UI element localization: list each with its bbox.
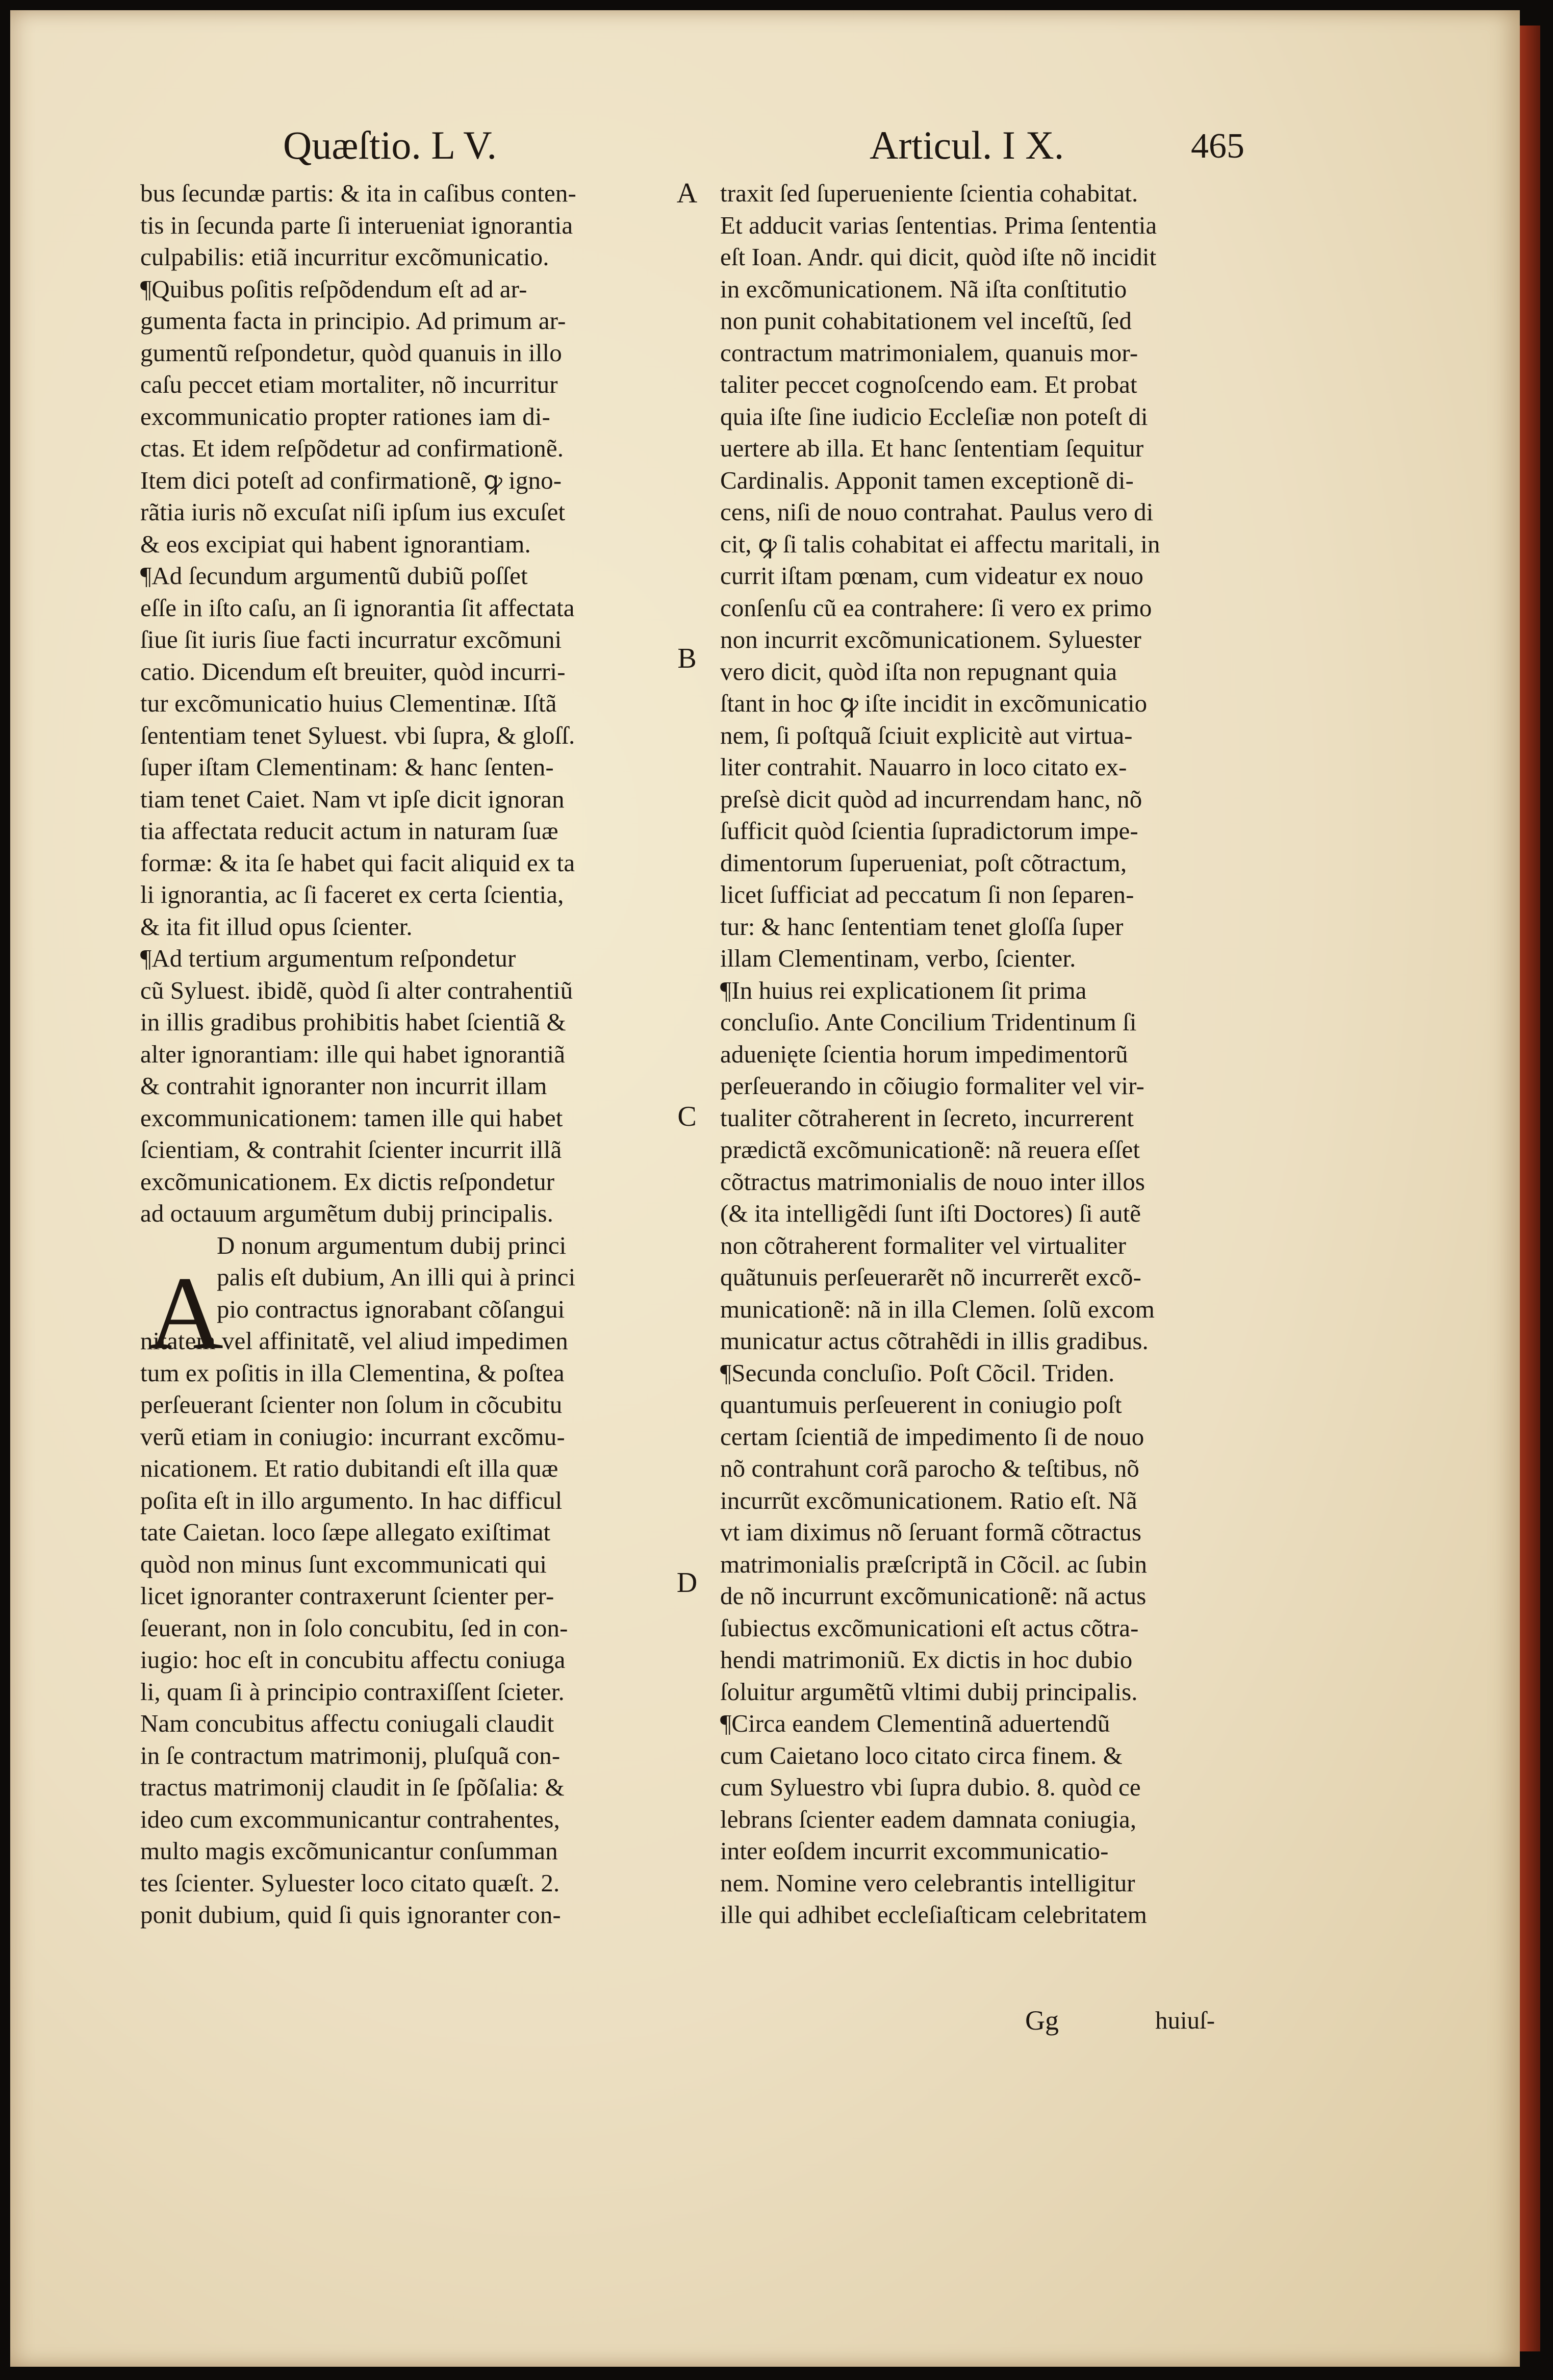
text-line: currit iſtam pœnam, cum videatur ex nouo [720, 562, 1143, 590]
left-column [140, 178, 678, 1931]
text-line: traxit ſed ſuperueniente ſcientia cohabitat. [720, 179, 1138, 207]
text-line: cum Caietano loco citato circa finem. & [720, 1741, 1123, 1769]
text-line: prædictã excõmunicationẽ: nã reuera eſſet [720, 1135, 1140, 1163]
text-line: licet ignoranter contraxerunt ſcienter per- [140, 1582, 554, 1610]
text-line: ¶Quibus poſitis reſpõdendum eſt ad ar- [140, 274, 527, 303]
text-line: ponit dubium, quid ſi quis ignoranter con- [140, 1901, 561, 1929]
text-line: tractus matrimonij claudit in ſe ſpõſalia: & [140, 1773, 565, 1801]
text-line: tur excõmunicatio huius Clementinæ. Iſtã [140, 689, 557, 717]
text-line: incurrũt excõmunicationem. Ratio eſt. Nã [720, 1486, 1137, 1514]
text-line: concluſio. Ante Concilium Tridentinum ſi [720, 1008, 1137, 1036]
right-column [720, 178, 1258, 1931]
text-line: nem. Nomine vero celebrantis intelligitur [720, 1868, 1135, 1897]
text-line: ¶Ad ſecundum argumentũ dubiũ poſſet [140, 562, 528, 590]
text-line: ſiue ſit iuris ſiue facti incurratur excõmuni [140, 625, 562, 653]
text-line: inter eoſdem incurrit excommunicatio- [720, 1837, 1109, 1865]
text-line: Nam concubitus affectu coniugali claudit [140, 1709, 554, 1737]
text-line: ſtant in hoc ꝙ iſte incidit in excõmunicatio [720, 689, 1148, 717]
text-line: & eos excipiat qui habent ignorantiam. [140, 529, 531, 558]
text-line: Et adducit varias ſententias. Prima ſententia [720, 211, 1157, 239]
text-line: non punit cohabitationem vel inceſtũ, ſed [720, 307, 1132, 335]
margin-letter-d: D [676, 1567, 698, 1599]
text-line: certam ſcientiã de impedimento ſi de nouo [720, 1422, 1144, 1451]
text-line: quòd non minus ſunt excommunicati qui [140, 1550, 547, 1578]
text-line: & ita fit illud opus ſcienter. [140, 912, 413, 941]
text-line: ¶Circa eandem Clementinã aduertendũ [720, 1709, 1110, 1737]
text-line: dimentorum ſuperueniat, poſt cõtractum, [720, 848, 1127, 877]
text-line: non cõtraherent formaliter vel virtualiter [720, 1231, 1127, 1259]
text-line: illam Clementinam, verbo, ſcienter. [720, 944, 1076, 972]
text-line: culpabilis: etiã incurritur excõmunicatio. [140, 243, 549, 271]
text-line: cens, niſi de nouo contrahat. Paulus vero di [720, 498, 1154, 526]
text-line: nicationem. Et ratio dubitandi eſt illa quæ [140, 1454, 558, 1482]
text-line: verũ etiam in coniugio: incurrant excõmu- [140, 1422, 565, 1451]
margin-letter-c: C [677, 1101, 697, 1132]
text-line: liter contrahit. Nauarro in loco citato ex- [720, 753, 1127, 781]
text-line: vt iam diximus nõ ſeruant formã cõtractus [720, 1518, 1141, 1546]
text-line: eſt Ioan. Andr. qui dicit, quòd iſte nõ incidit [720, 243, 1157, 271]
signature-mark: Gg [1025, 2005, 1059, 2036]
text-line: uertere ab illa. Et hanc ſententiam ſequitur [720, 434, 1144, 462]
text-line: cõtractus matrimonialis de nouo inter illos [720, 1167, 1145, 1196]
text-line: nem, ſi poſtquã ſciuit explicitè aut virtua- [720, 721, 1133, 749]
text-line: ſubiectus excõmunicationi eſt actus cõtra- [720, 1613, 1139, 1642]
text-line: pio contractus ignorabant cõſangui [217, 1295, 565, 1323]
text-line: li ignorantia, ac ſi faceret ex certa ſcientia, [140, 880, 564, 908]
text-line: poſita eſt in illo argumento. In hac difficul [140, 1486, 563, 1514]
text-line: tualiter cõtraherent in ſecreto, incurrerent [720, 1103, 1134, 1132]
text-line: matrimonialis præſcriptã in Cõcil. ac ſubin [720, 1550, 1148, 1578]
text-line: gumentũ reſpondetur, quòd quanuis in illo [140, 338, 562, 367]
text-line: iugio: hoc eſt in concubitu affectu coniuga [140, 1645, 566, 1674]
text-line: ad octauum argumẽtum dubij principalis. [140, 1199, 553, 1227]
text-line: perſeuerando in cõiugio formaliter vel vir- [720, 1072, 1144, 1100]
text-line: lebrans ſcienter eadem damnata coniugia, [720, 1805, 1137, 1833]
text-line: non incurrit excõmunicationem. Syluester [720, 625, 1141, 653]
text-line: cũ Syluest. ibidẽ, quòd ſi alter contrahentiũ [140, 976, 573, 1004]
text-line: municatur actus cõtrahẽdi in illis gradibus. [720, 1327, 1149, 1355]
text-line: li, quam ſi à principio contraxiſſent ſcieter. [140, 1677, 565, 1706]
text-line: ¶In huius rei explicationem ſit prima [720, 976, 1087, 1004]
text-line: tate Caietan. loco ſæpe allegato exiſtimat [140, 1518, 551, 1546]
text-line: in illis gradibus prohibitis habet ſcientiã & [140, 1008, 566, 1036]
text-line: formæ: & ita ſe habet qui facit aliquid ex ta [140, 848, 575, 877]
text-line: in ſe contractum matrimonij, pluſquã con- [140, 1741, 561, 1769]
text-line: vero dicit, quòd iſta non repugnant quia [720, 657, 1117, 686]
drop-capital: A [148, 1255, 224, 1371]
running-head-left: Quæſtio. L V. [283, 123, 497, 167]
text-line: rãtia iuris nõ excuſat niſi ipſum ius excuſet [140, 498, 566, 526]
text-line: tur: & hanc ſententiam tenet gloſſa ſuper [720, 912, 1124, 941]
text-line: preſsè dicit quòd ad incurrendam hanc, nõ [720, 784, 1142, 813]
text-line: ſententiam tenet Syluest. vbi ſupra, & gloſſ. [140, 721, 575, 749]
text-line: tiam tenet Caiet. Nam vt ipſe dicit ignoran [140, 784, 565, 813]
text-line: cum Syluestro vbi ſupra dubio. 8. quòd ce [720, 1773, 1141, 1801]
text-line: tes ſcienter. Syluester loco citato quæſt. 2. [140, 1868, 560, 1897]
text-line: ille qui adhibet eccleſiaſticam celebritatem [720, 1901, 1147, 1929]
text-line: ctas. Et idem reſpõdetur ad confirmationẽ. [140, 434, 564, 462]
text-line: ideo cum excommunicantur contrahentes, [140, 1805, 560, 1833]
text-line: eſſe in iſto caſu, an ſi ignorantia ſit affectata [140, 593, 575, 622]
text-line: multo magis excõmunicantur conſumman [140, 1837, 558, 1865]
margin-letter-a: A [676, 178, 698, 209]
text-line: D nonum argumentum dubij princi [217, 1231, 567, 1259]
text-line: de nõ incurrunt excõmunicationẽ: nã actus [720, 1582, 1147, 1610]
text-line: taliter peccet cognoſcendo eam. Et probat [720, 370, 1137, 398]
text-line: ſcientiam, & contrahit ſcienter incurrit illã [140, 1135, 562, 1163]
text-line: aduenięte ſcientia horum impedimentorũ [720, 1040, 1128, 1068]
text-line: excommunicatio propter rationes iam di- [140, 402, 550, 431]
text-line: in excõmunicationem. Nã iſta conſtitutio [720, 274, 1127, 303]
text-line: nõ contrahunt corã parocho & teſtibus, nõ [720, 1454, 1139, 1482]
text-line: ¶Secunda concluſio. Poſt Cõcil. Triden. [720, 1358, 1115, 1387]
text-line: tum ex poſitis in illa Clementina, & poſtea [140, 1358, 565, 1387]
catchword: huiuſ- [1155, 2006, 1215, 2034]
folio-number: 465 [1191, 126, 1244, 166]
text-line: perſeuerant ſcienter non ſolum in cõcubitu [140, 1390, 563, 1419]
text-line: excõmunicationem. Ex dictis reſpondetur [140, 1167, 555, 1196]
text-line: catio. Dicendum eſt breuiter, quòd incurri- [140, 657, 566, 686]
text-line: palis eſt dubium, An illi qui à princi [217, 1263, 576, 1291]
text-line: Cardinalis. Apponit tamen exceptionẽ di- [720, 466, 1134, 494]
text-line: & contrahit ignoranter non incurrit illam [140, 1072, 547, 1100]
text-line: quia iſte ſine iudicio Eccleſiæ non poteſt di [720, 402, 1148, 431]
text-line: alter ignorantiam: ille qui habet ignorantiã [140, 1040, 566, 1068]
text-line: municationẽ: nã in illa Clemen. ſolũ excom [720, 1295, 1155, 1323]
text-line: excommunicationem: tamen ille qui habet [140, 1103, 563, 1132]
text-line: quãtunuis perſeuerarẽt nõ incurrerẽt excõ- [720, 1263, 1141, 1291]
margin-letter-b: B [677, 643, 697, 674]
text-line: licet ſufficiat ad peccatum ſi non ſeparen- [720, 880, 1134, 908]
text-line: ſufficit quòd ſcientia ſupradictorum impe- [720, 817, 1138, 845]
text-line: conſenſu cũ ea contrahere: ſi vero ex primo [720, 593, 1152, 622]
text-line: gumenta facta in principio. Ad primum ar- [140, 307, 566, 335]
text-line: bus ſecundæ partis: & ita in caſibus conten- [140, 179, 576, 207]
text-line: contractum matrimonialem, quanuis mor- [720, 338, 1138, 367]
text-line: tis in ſecunda parte ſi interueniat ignorantia [140, 211, 573, 239]
text-line: hendi matrimoniũ. Ex dictis in hoc dubio [720, 1645, 1133, 1674]
text-line: ſoluitur argumẽtũ vltimi dubij principalis. [720, 1677, 1138, 1706]
running-head-right: Articul. I X. [870, 123, 1064, 167]
text-line: tia affectata reducit actum in naturam ſuæ [140, 817, 558, 845]
text-line: nitatem vel affinitatẽ, vel aliud impedimen [140, 1327, 568, 1355]
text-line: Item dici poteſt ad confirmationẽ, ꝙ igno- [140, 466, 562, 494]
text-line: (& ita intelligẽdi ſunt iſti Doctores) ſi autẽ [720, 1199, 1141, 1227]
text-line: ſuper iſtam Clementinam: & hanc ſenten- [140, 753, 554, 781]
text-line: ¶Ad tertium argumentum reſpondetur [140, 944, 516, 972]
text-line: ſeuerant, non in ſolo concubitu, ſed in con- [140, 1613, 568, 1642]
text-line: quantumuis perſeuerent in coniugio poſt [720, 1390, 1122, 1419]
text-line: caſu peccet etiam mortaliter, nõ incurritur [140, 370, 558, 398]
text-line: cit, ꝙ ſi talis cohabitat ei affectu maritali, in [720, 529, 1160, 558]
